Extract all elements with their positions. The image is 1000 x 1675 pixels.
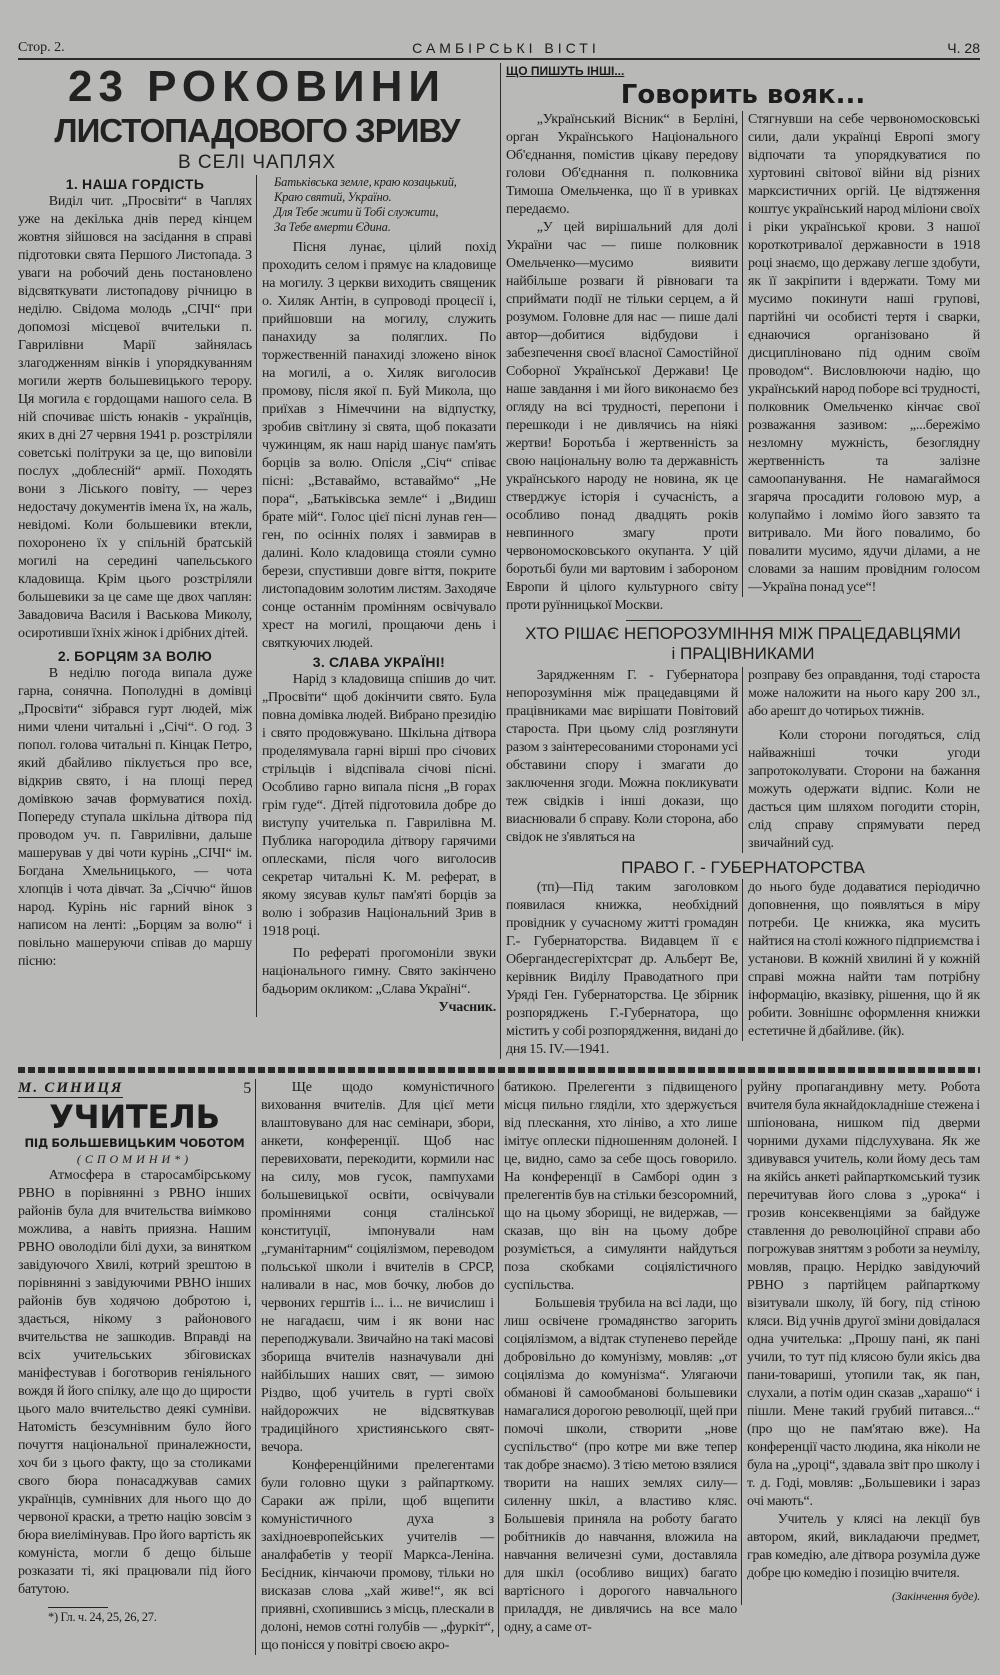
paragraph: Большевія трубила на всі лади, що лиш освічене громадянство загорить соціялізмом, а відтак ступенево перейде добровільно до комунізму, мовляв: „от соціялізма до комунізма“. Улягаючи обманові й самообманові большевики намагалися дорогою революції, щей при помочі школи, створити „нове суспільство“ (про котре ми вже тепер так добре знаємо). З тією метою взялися творити на наших землях силу—силенну шкіл, а властиво кляс. Большевія приняла на роботу багато робітників до навчання, вложила на навчання величезні суми, доставляла для шкіл (особливо вищих) багато вартісного і дорогого навчального приладдя, не дивлячись на все мало одну, а саме от- — [504, 1296, 737, 1635]
paragraph: руйну пропагандивну мету. Робота вчителя була якнайдокладніше стежена і шпіонована, нишком під дверми чорними духами підслухувана. Як же здивувався учитель, коли йому десь там на якійсь анкеті райпарткомський тузик перечитував його слова з „урока“ і грозив консеквенціями за байдуже ставлення до революційної справи або погрожував зняттям з роботи за неумілу, мовляв, працю. Нерідко завідуючий РВНО з партійцем райпарткому візитували школу, їй богу, під стіною кляси. Від учнів другої зміни довідалася одна учителька: „Прошу пані, як пані учили, то тут під клясою були якісь два пани-товариші, утопили так, як пан, слухали, а потім один сказав „харашо“ і пішли. Мене такий грубий питався...“ (про що не пам'ятаю вже). На конференції часто людина, яка ніколи не була на „уроці“, здавала звіт про школу і т. д. Годі, мовляв: „Большевики і зараз очі мають“. — [747, 1080, 980, 1509]
article2-column-b — [742, 111, 980, 597]
article5-column3 — [498, 1079, 737, 1637]
paragraph: В неділю погода випала дуже гарна, сонячна. Пополудні в домівці „Просвіти“ зібрався гурт людей, між ними члени читальні і „Січі“. О год. 3 попол. голова читальні п. Кінцак Петро, який дбайливо піклується про все, відкрив свято, і на площі перед домівкою зачав формуватися похід. Попереду ступала шкільна дітвора під проводом уч. п. Гаврилівни, дальше машерував у дві чоти курінь „СІЧІ“ ім. Богдана Хмельницького, — чота хлопців і чота дівчат. За „Січчю“ йшов народ. Курінь ніс гарний вінок з написом на ленті: „Борцям за волю“ і повільно машеруючи співав до маршу пісню: — [18, 666, 252, 969]
to-be-continued: (Закінчення буде). — [892, 1589, 980, 1603]
author: М. СИНИЦЯ — [18, 1080, 124, 1096]
article5-column2 — [255, 1079, 494, 1655]
section-separator — [18, 1067, 980, 1073]
poem-line: Для Тебе жити й Тобі служити, — [274, 205, 439, 219]
article-title: УЧИТЕЛЬ — [49, 1098, 220, 1136]
article3-column-b — [742, 667, 980, 853]
article5-column4 — [741, 1079, 980, 1605]
paragraph: „Український Вісник“ в Берліні, орган Українського Національного Об'єднання, помістив цікаву передову голови Об'єднання п. полковника Тимоша Омельченка, що її в уривках передаємо. — [506, 112, 738, 217]
article2-columns — [506, 111, 980, 615]
paragraph: батикою. Прелегенти з підвищеного місця пильно гляділи, хто здержується від плескання, хто лініво, а хто лише імітує оплески підношенням долоней. І це, видно, само за себе щось говорило. На конференції в Самборі один з прелегентів був на стільки безсоромний, що на цьому зборищі, не видержав, — сказав, що він на цьому добре розуміється, а симулянти найдуться поза скобками соціялістичного суспільства. — [504, 1080, 737, 1293]
subheadline: В СЕЛІ ЧАПЛЯХ — [177, 152, 336, 173]
article1-column2 — [256, 175, 496, 1017]
article-title — [506, 624, 980, 664]
paragraph: По рефераті прогомоніли звуки національного гимну. Свято закінчено бадьорим окликом: „Слава Україні“. — [262, 946, 496, 997]
section-title: 1. НАША ГОРДІСТЬ — [65, 176, 205, 192]
article2-column-a — [506, 111, 738, 615]
article4-columns — [506, 879, 980, 1059]
separator — [626, 620, 861, 621]
poem-line: Батьківська земле, краю козацький, — [274, 175, 457, 189]
paragraph: розправу без оправдання, тоді староста може наложити на нього кару 200 зл., або арешт до чотирьох тижнів. — [748, 668, 980, 719]
byline — [18, 1079, 251, 1098]
article-note: (СПОМИНИ*) — [76, 1152, 193, 1166]
masthead — [18, 40, 980, 60]
paragraph: Коли сторони погодяться, слід найважніші точки угоди запротоколувати. Сторони на бажання можуть одержати відпис. Коли не дасться цим шляхом погодити сторін, слід справу спрямувати перед звичайний суд. — [748, 728, 980, 851]
article1-column1 — [18, 175, 252, 971]
article5-column1 — [18, 1079, 251, 1626]
page-number: Стор. 2. — [18, 40, 65, 55]
paragraph: Стягнувши на себе червономосковські сили, дали українці Европі змогу відпочати та упорядкуватися по хуртовині світової війни від різних марксистичних оргій. Це відтяження коштує український народ міліони своїх і ріки української крови. З нашої короткотривалої державности в 1918 році знаємо, що державу легше здобути, як її закріпити і вдержати. Тому ми мусимо покинути наші групові, партійні чи особисті тертя і сварки, єднаючися організовано й дисципліновано під одним своїм проводом“. Висловлюючи надію, що український народ поборе всі трудності, полковник Омельченко кінчає свої розважання зазивом: „...бережімо незломну мужність, безоглядну жертвенність та залізне самоопанування. Не намагаймося згаряча просадити головою мур, а колупаймо і ломімо його завзято та витривало. Ми його повалимо, бо повалити мусимо, ядучи ділами, а не словами за нашим провідним голосом—Україна понад усе“! — [748, 112, 980, 595]
article-title: ПРАВО Г. - ГУБЕРНАТОРСТВА — [621, 858, 865, 877]
newspaper-title: САМБІРСЬКІ ВІСТІ — [412, 40, 600, 56]
paragraph: Зарядженням Г. - Губернатора непорозуміння між працедавцями й працівниками має вирішати Повітовий староста. При цьому слід розглянути разом з заінтересованими сторонами усі обставини спору і змагати до заключення згоди. Можна покликувати теж свідків і інші докази, що виаснювали б справу. Коли сторона, або свідок не з'являться на — [506, 668, 738, 845]
installment-number: 5 — [243, 1080, 251, 1097]
article4-column-b — [742, 879, 980, 1041]
article5-columns — [18, 1079, 980, 1655]
footnote: *) Гл. ч. 24, 25, 26, 27. — [48, 1610, 157, 1624]
poem-line: За Тебе вмерти Єдина. — [274, 220, 391, 234]
signature: Учасник. — [438, 1000, 496, 1015]
article3-columns — [506, 667, 980, 853]
paragraph: „У цей вирішальний для долі України час — пише полковник Омельченко—мусимо виявити найбільше розваги й рівноваги та сприймати події не тільки серцем, а й розумом. Головне для нас — пише далі автор—добитися відбудови і забезпечення своєї власної Самостійної Соборної Української Держави! Це наше завдання і ми його виконаємо без огляду на всі трудності, перепони і перешкоди і не дивлячись на ніякі жертви! Боротьба і жертвенність за свою національну волю та державність українського народу не новина, як це стверджує історія і сучасність, а особливо понад двадцять років невпинного змагу проти червономосковського окупанта. У цій боротьбі були ми вартовим і забороном Европи й цілого культурного світу проти руїнницької Москви. — [506, 220, 738, 613]
section-title: 2. БОРЦЯМ ЗА ВОЛЮ — [57, 648, 213, 664]
title-line: ХТО РІШАЄ НЕПОРОЗУМІННЯ МІЖ ПРАЦЕДАВЦЯМИ — [525, 624, 961, 643]
paragraph: Виділ чит. „Просвіти“ в Чаплях уже на декілька днів перед кінцем жовтня зійшовся на засідання в справі підготовки свята Першого Листопада. З уваги на робочий день постановлено відсвяткувати листопадову річницю в неділю. Свідома молодь „СІЧІ“ при допомозі місцевої вчительки п. Гаврилівни Марії зайнялась злагодженням вінків і упорядкуванням могили жертв большевицького терору. Ця могила є гордощами нашого села. В ній спочиває шість юнаків - українців, яких в дні 27 червня 1941 р. розстріляли советські політруки за це, що виповіли послух „доблесній“ армії. Походять вони з Ліського повіту, — через недостачу документів імена їх, на жаль, невідомі. Коли большевики втекли, похоронено їх у спільній братській могилі на середині чапельського кладовища. Крім цього розстріляли большевики за це саме ще двох чаплян: Завадовича Василя і Васькова Миколу, осиротивши їхніх жінок і дрібних дітей. — [18, 194, 252, 641]
paragraph: до нього буде додаватися періодично доповнення, що появляться в міру потреби. Це книжка, яка мусить найтися на столі кожного підприємства і установи. В кожній хвилині й у кожній справі можна найти там потрібну інформацію, вказівку, рішення, що й як робити. Зовнішнє оформлення книжки естетичне й дбайливе. (йк). — [748, 880, 980, 1039]
article4-column-a — [506, 879, 738, 1059]
article-title: Говорить вояк... — [620, 80, 866, 110]
poem-line: Краю святий, Україно. — [274, 190, 392, 204]
article1-columns — [18, 175, 496, 1017]
headline-line1: 23 РОКОВИНИ — [67, 62, 447, 111]
right-articles — [500, 63, 980, 1059]
paragraph: (тп)—Під таким заголовком появилася книжка, необхідний провідник у сучасному житті громадян Г.- Губернаторства. Видавцем її є Обергандесгеріхтсрат др. Альберт Ве, керівник Виділу Праводатного при Уряді Ген. Губернаторства. Це збірник розпоряджень Г.-Губернатора, що містить у собі розпорядження, видані до дня 15. IV.—1941. — [506, 880, 738, 1057]
paragraph: Пісня лунає, цілий похід проходить селом і прямує на кладовище на могилу. З церкви виходить священик о. Хиляк Антін, в супроводі процесії і, прийшовши на могилу, служить панахиду за поляглих. По торжественній панахиді зложено вінок на могилі, а о. Хиляк виголосив промову, після якої п. Буй Микола, що приїхав з Німеччини на відпустку, зробив світлину зі свята, щоб показати чужинцям, як наш нарід шанує пам'ять борців за волю. Опісля „Січ“ співає пісні: „Вставаймо, вставаймо“ „Не пора“, „Батьківська земле“ і „Видиш брате мій“. Голос цієї пісні лунав ген—ген, по осінніх полях і завмирав в далині. Коло кладовища стояли сумно берези, спустивши довге віття, покрите листопадовим золотим листям. Заходяче сонце останнім промінням освічувало хрест на могилі, прощаючи день і святкуючих людей. — [262, 240, 496, 651]
issue-number: Ч. 28 — [947, 40, 980, 56]
paragraph: Учитель у клясі на лекції був автором, який, викладаючи предмет, грав комедію, але дітвора розуміла дуже добре цю комедію і позицію вчителя. — [747, 1512, 980, 1581]
top-section — [18, 63, 980, 1059]
paragraph: Атмосфера в старосамбірському РВНО в порівнянні з РВНО інших районів була для вчительства виімково можлива, а навіть приязна. Нашим РВНО оволоділи білі духи, за винятком завідуючого Хвилі, котрий зрештою в порівнянні з завідуючими РВНО інших районів був ходячою добротою і, здається, нікому з районового вчительства не зашкодив. Вправді на всіх учительських збіговисках маніфестував і боготворив геніяльного вождя й його спілку, але що до щирости цього мало вчительство деякі сумніви. Натомість безсумнівним було його почуття національної приналежности, хоч би з цього факту, що за столиками свого бюра понасаджував самих українців, сумнівних для нього що до червоної краски, а третю націю зовсім з бюра виелімінував. Про його вартість як комуніста, могли б дещо більше розказати ті, які працювали під його батутою. — [18, 1168, 251, 1597]
paragraph: Нарід з кладовища спішив до чит. „Просвіти“ щоб докінчити свято. Була повна домівка людей. Вибрано президію і свято продовжувано. Шкільна дітвора проделямувала гарні вірші про січових стрільців і відспівала січові пісні. Особливо гарно випала пісня „В горах грім гуде“. Дітей підготовила добре до виступу учителька п. Гаврилівна М. Публика нагородила дітвору гарячими оплесками, після чого виголосив секретар читальні К. М. реферат, в якому зясував культ пам'яті борців за волю і зобразив Національний Зрив в 1918 році. — [262, 672, 496, 939]
poem — [274, 175, 496, 235]
paragraph: Ще щодо комуністичного виховання вчителів. Для цієї мети влаштовувано для нас семінари, збори, анкети, конференції. Щоб нас перевиховати, перекодити, кормили нас на силу, мов гусок, пампухами большевицької освіти, освічували проміннями сонця сталінської конституції, імпонували нам „гуманітарним“ соціялізмом, переводом польської школи і вчителів в СРСР, наливали в нас, мов бочку, любов до червоних герштів і... і... не вичислиш і не нагадаєш, чим і як вони нас переподжували. Звичайно на такі масові зборища вчителів назначували дні найбільших наших свят, — зимою Різдво, щоб учитель в гурті своїх найдорожчих не відсвяткував традиційного християнського свят-вечора. — [261, 1080, 494, 1455]
article-subtitle: ПІД БОЛЬШЕВИЦЬКИМ ЧОБОТОМ — [24, 1136, 245, 1150]
headline-line2: ЛИСТОПАДОВОГО ЗРИВУ — [54, 112, 460, 149]
section-title: 3. СЛАВА УКРАЇНІ! — [312, 654, 446, 670]
paragraph: Конференційними прелегентами були головно щуки з райпарткому. Сараки аж пріли, щоб вщепити комуністичного духа з західноевропейських учителів — аналфабетів у теорії Маркса-Леніна. Бесідник, кінчаючи промову, тільки но висказав слова „хай живе!“, як всі приявні, схопившись з місць, плескали в долоні, немов сотні голубів — „фуркіт“, що понісся у повітрі своєю акро- — [261, 1458, 494, 1653]
rubric: ЩО ПИШУТЬ ІНШІ... — [506, 64, 625, 78]
article1 — [18, 63, 500, 1017]
title-line: і ПРАЦІВНИКАМИ — [671, 644, 815, 663]
article3-column-a — [506, 667, 738, 847]
